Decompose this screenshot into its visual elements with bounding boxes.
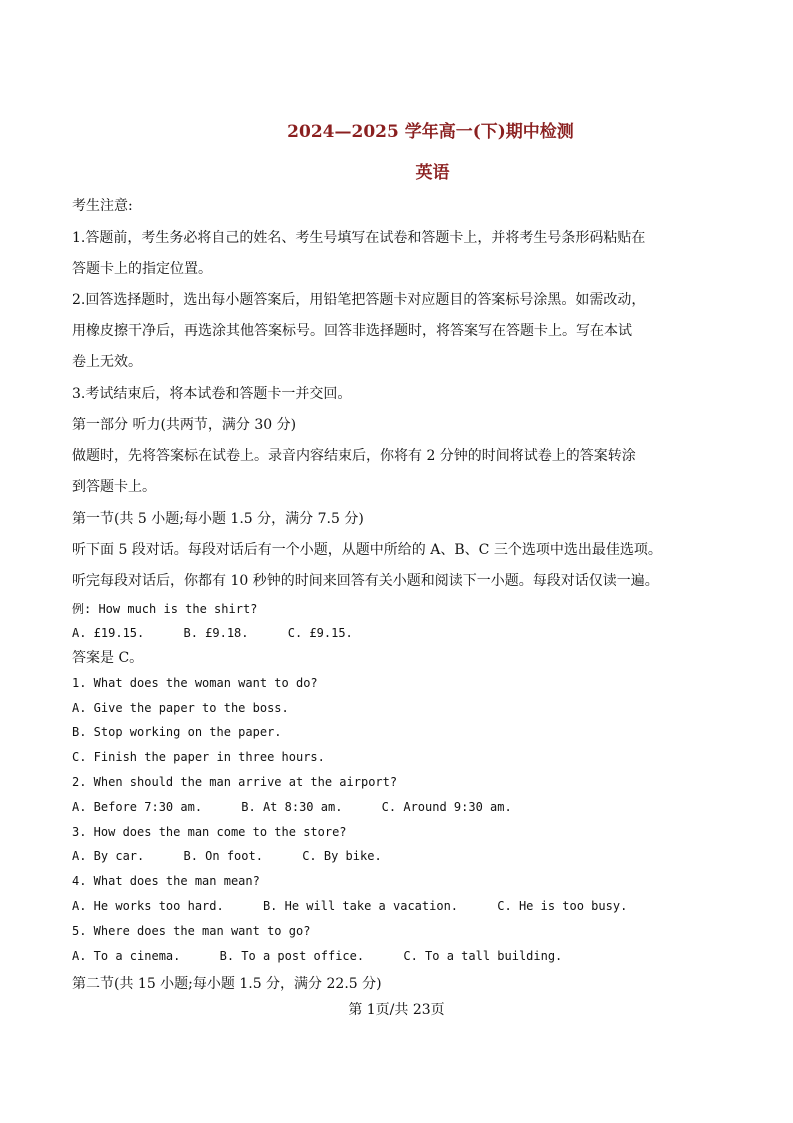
question-3-options bbox=[72, 846, 382, 866]
section1-heading: 第一节(共 5 小题;每小题 1.5 分，满分 7.5 分) bbox=[72, 511, 364, 527]
question-5-option-a: A. To a cinema. bbox=[72, 949, 181, 963]
question-2-option-c: C. Around 9:30 am. bbox=[381, 800, 512, 814]
section1-instruction-line-1: 听下面 5 段对话。每段对话后有一个小题，从题中所给的 A、B、C 三个选项中选出最佳选项。 bbox=[72, 542, 662, 558]
question-4-option-b: B. He will take a vacation. bbox=[262, 899, 459, 913]
notice-item-2-line-1: 2.回答选择题时，选出每小题答案后，用铅笔把答题卡对应题目的答案标号涂黑。如需改动， bbox=[72, 292, 646, 308]
example-option-a: A. £19.15. bbox=[72, 626, 145, 640]
question-1-option-c: C. Finish the paper in three hours. bbox=[72, 750, 325, 764]
notice-item-3: 3.考试结束后，将本试卷和答题卡一并交回。 bbox=[72, 386, 352, 402]
question-3-option-b: B. On foot. bbox=[183, 849, 263, 863]
example-question: 例: How much is the shirt? bbox=[72, 602, 258, 616]
question-3: 3. How does the man come to the store? bbox=[72, 825, 347, 839]
question-4-option-c: C. He is too busy. bbox=[497, 899, 628, 913]
example-answer: 答案是 C。 bbox=[72, 650, 144, 666]
part1-heading: 第一部分 听力(共两节，满分 30 分) bbox=[72, 417, 297, 433]
question-4-options bbox=[72, 896, 627, 916]
question-1-option-b: B. Stop working on the paper. bbox=[72, 725, 282, 739]
exam-subject: 英语 bbox=[415, 163, 450, 183]
part1-instruction-line-2: 到答题卡上。 bbox=[72, 479, 156, 495]
section1-instruction-line-2: 听完每段对话后，你都有 10 秒钟的时间来回答有关小题和阅读下一小题。每段对话仅读一遍。 bbox=[72, 573, 659, 589]
notice-item-1-line-1: 1.答题前，考生务必将自己的姓名、考生号填写在试卷和答题卡上，并将考生号条形码粘贴在 bbox=[72, 230, 646, 246]
question-4: 4. What does the man mean? bbox=[72, 874, 260, 888]
notice-item-2-line-2: 用橡皮擦干净后，再选涂其他答案标号。回答非选择题时，将答案写在答题卡上。写在本试 bbox=[72, 323, 632, 339]
question-1: 1. What does the woman want to do? bbox=[72, 676, 318, 690]
question-5: 5. Where does the man want to go? bbox=[72, 924, 311, 938]
notice-item-1-line-2: 答题卡上的指定位置。 bbox=[72, 261, 212, 277]
example-option-b: B. £9.18. bbox=[183, 626, 249, 640]
notice-item-2-line-3: 卷上无效。 bbox=[72, 354, 142, 370]
notice-heading: 考生注意: bbox=[72, 198, 133, 214]
question-2: 2. When should the man arrive at the airport? bbox=[72, 775, 398, 789]
question-5-option-b: B. To a post office. bbox=[219, 949, 365, 963]
question-2-option-a: A. Before 7:30 am. bbox=[72, 800, 203, 814]
section2-heading: 第二节(共 15 小题;每小题 1.5 分，满分 22.5 分) bbox=[72, 976, 382, 992]
question-2-option-b: B. At 8:30 am. bbox=[241, 800, 343, 814]
question-4-option-a: A. He works too hard. bbox=[72, 899, 224, 913]
question-3-option-c: C. By bike. bbox=[302, 849, 382, 863]
page-number: 第 1页/共 23页 bbox=[348, 1002, 445, 1018]
part1-instruction-line-1: 做题时，先将答案标在试卷上。录音内容结束后，你将有 2 分钟的时间将试卷上的答案转涂 bbox=[72, 448, 636, 464]
example-options bbox=[72, 623, 353, 643]
example-option-c: C. £9.15. bbox=[287, 626, 353, 640]
question-3-option-a: A. By car. bbox=[72, 849, 145, 863]
question-1-option-a: A. Give the paper to the boss. bbox=[72, 701, 289, 715]
question-5-options bbox=[72, 946, 562, 966]
exam-title: 2024—2025 学年高一(下)期中检测 bbox=[287, 122, 574, 142]
question-5-option-c: C. To a tall building. bbox=[403, 949, 563, 963]
question-2-options bbox=[72, 797, 512, 817]
